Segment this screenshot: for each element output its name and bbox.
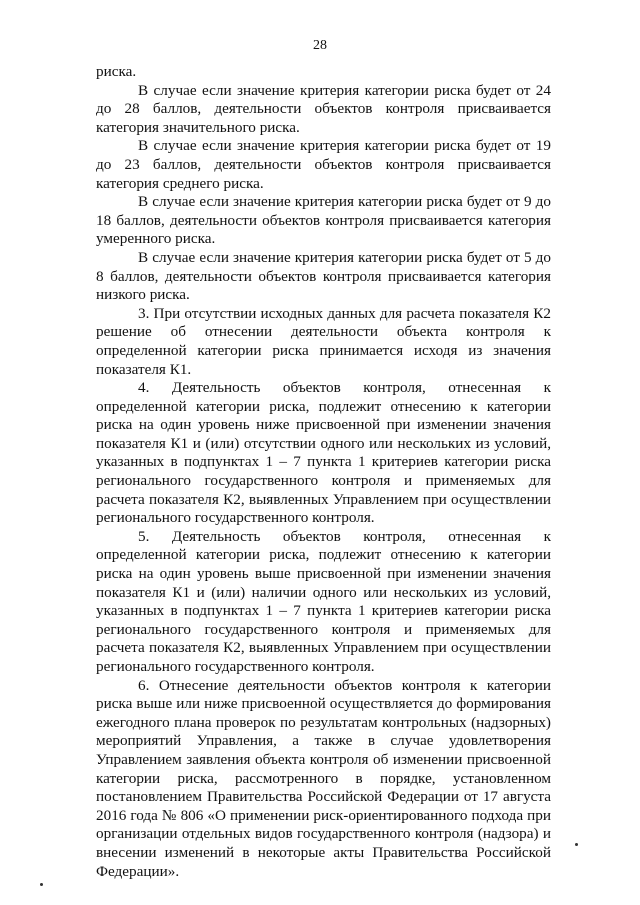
document-body (96, 63, 551, 881)
paragraph-item-4: 4. Деятельность объектов контроля, отнесенная к определенной категории риска, подлежит отнесению к категории риска на один уровень ниже присвоенной при изменении значения показателя К1 и (или) отсутствии одного или нескольких из условий, указанных в подпунктах 1 – 7 пункта 1 критериев категории риска регионального государственного контроля и применяемых для расчета показателя К2, выявленных Управлением при осуществлении регионального государственного контроля. (96, 379, 551, 527)
scan-speck (575, 843, 578, 846)
paragraph-moderate-risk: В случае если значение критерия категории риска будет от 9 до 18 баллов, деятельности объектов контроля присваивается категория умеренного риска. (96, 193, 551, 248)
paragraph-significant-risk: В случае если значение критерия категории риска будет от 24 до 28 баллов, деятельности объектов контроля присваивается категория значительного риска. (96, 81, 551, 136)
paragraph-low-risk: В случае если значение критерия категории риска будет от 5 до 8 баллов, деятельности объектов контроля присваивается категория низкого риска. (96, 248, 551, 304)
paragraph-continuation: риска. (96, 63, 137, 80)
paragraph-medium-risk: В случае если значение критерия категории риска будет от 19 до 23 баллов, деятельности объектов контроля присваивается категория среднего риска. (96, 137, 551, 192)
paragraph-item-6: 6. Отнесение деятельности объектов контроля к категории риска выше или ниже присвоенной осуществляется до формирования ежегодного плана проверок по результатам контрольных (надзорных) мероприятий Управления, а также в случае удовлетворения Управлением заявления объекта контроля об изменении присвоенной категории риска, рассмотренного в порядке, установленном постановлением Правительства Российской Федерации от 17 августа 2016 года № 806 «О применении риск-ориентированного подхода при организации отдельных видов государственного контроля (надзора) и внесении изменений в некоторые акты Правительства Российской Федерации». (96, 676, 551, 880)
page-number: 28 (313, 38, 327, 53)
paragraph-item-3: 3. При отсутствии исходных данных для расчета показателя К2 решение об отнесении деятельности объекта контроля к определенной категории риска принимается исходя из значения показателя К1. (96, 304, 551, 378)
paragraph-item-5: 5. Деятельность объектов контроля, отнесенная к определенной категории риска, подлежит отнесению к категории риска на один уровень выше присвоенной при изменении значения показателя К1 и (или) наличии одного или нескольких из условий, указанных в подпунктах 1 – 7 пункта 1 критериев категории риска регионального государственного контроля и применяемых для расчета показателя К2, выявленных Управлением при осуществлении регионального государственного контроля. (96, 527, 551, 675)
scan-speck (40, 883, 43, 886)
